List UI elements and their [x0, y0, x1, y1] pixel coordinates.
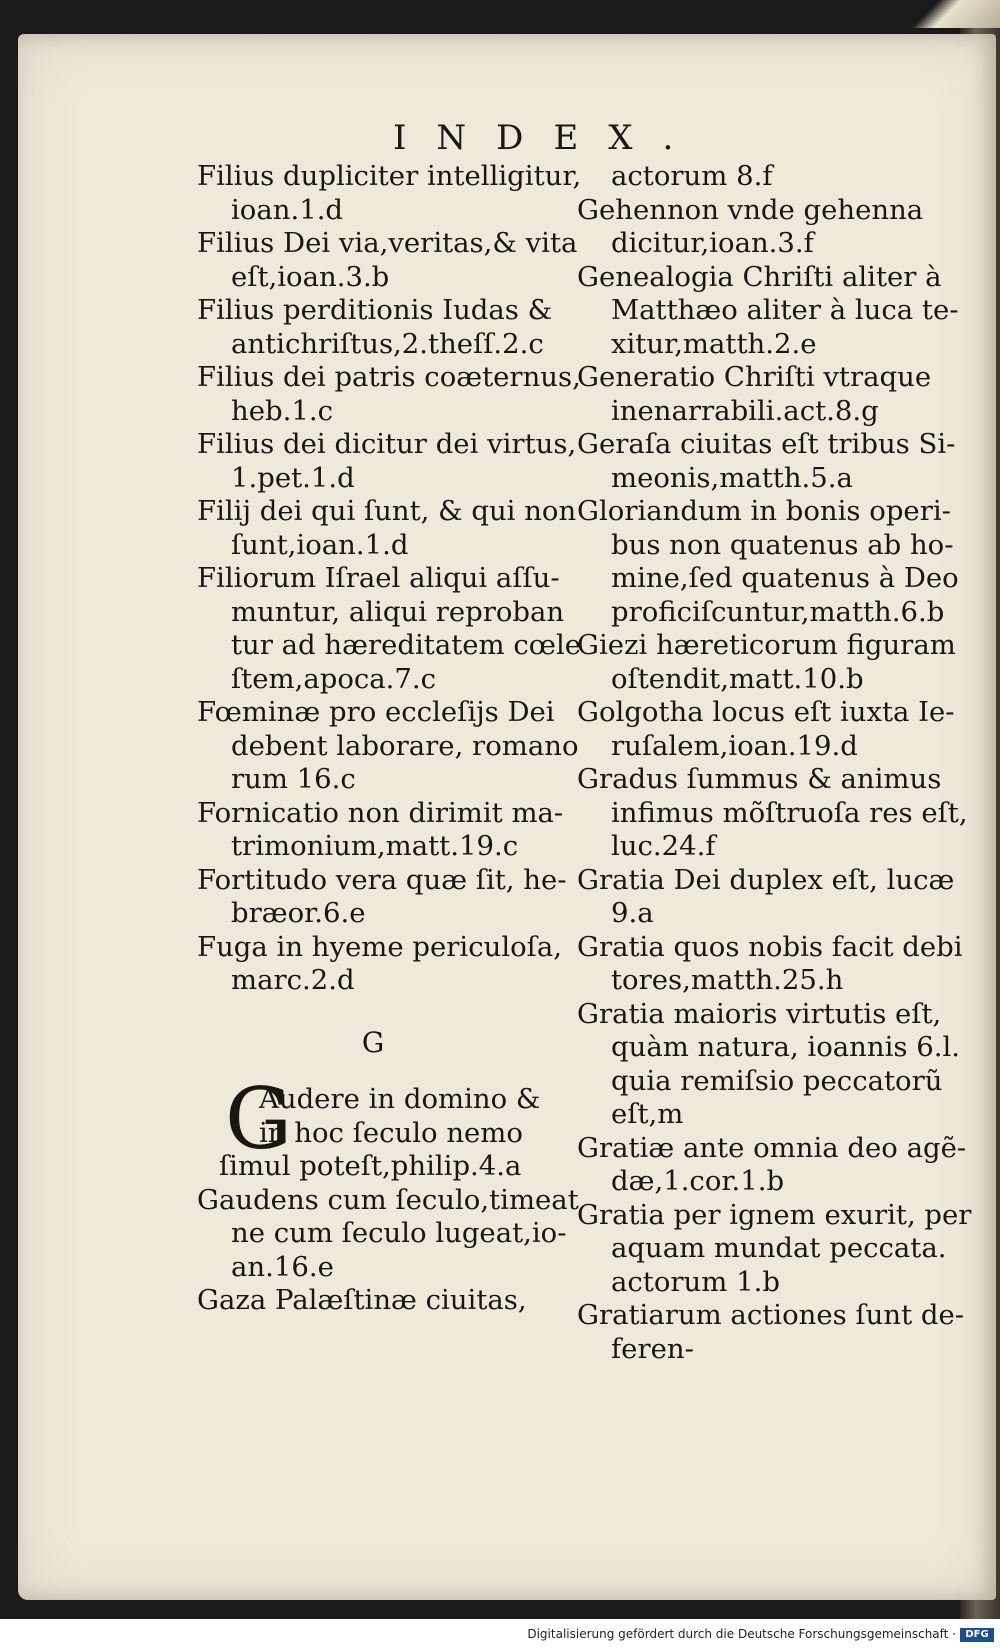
entry-heading: Gratia maioris virtutis eſt, — [577, 997, 942, 1030]
entry-continuation: marc.2.d — [231, 964, 355, 996]
index-entry — [577, 194, 967, 261]
index-entry — [197, 227, 578, 294]
dfg-logo: DFG — [960, 1628, 994, 1642]
entry-heading: Giezi hæreticorum figuram — [577, 629, 956, 661]
entry-continuation: mine,ſed quatenus à Deo — [611, 562, 959, 594]
index-entry — [197, 562, 582, 696]
entry-continuation: luc.24.f — [611, 830, 716, 862]
index-entry — [577, 495, 967, 629]
entry-continuation: bræor.6.e — [231, 897, 366, 929]
entry-heading: Gloriandum in bonis operi- — [577, 495, 951, 527]
entry-heading: Filij dei qui ſunt, & qui non — [197, 495, 577, 527]
entry-line: in hoc ſeculo nemo — [259, 1116, 523, 1149]
entry-heading: Gratia quos nobis facit debi — [577, 930, 963, 963]
entry-continuation: inenarrabili.act.8.g — [611, 394, 879, 427]
entry-heading: Gratiæ ante omnia deo agẽ- — [577, 1131, 967, 1164]
entry-heading: Filius Dei via,veritas,& vita — [197, 227, 578, 259]
entry-heading: Filius dupliciter intelligitur, — [197, 160, 582, 192]
entry-heading: Gratia Dei duplex eſt, lucæ — [577, 863, 955, 896]
entry-continuation: ruſalem,ioan.19.d — [611, 729, 858, 762]
index-entry — [197, 864, 567, 931]
entry-continuation: muntur, aliqui reproban — [231, 595, 565, 628]
entry-heading: Gratia per ignem exurit, per — [577, 1198, 972, 1231]
index-entry — [197, 160, 582, 227]
entry-continuation: aquam mundat peccata. — [611, 1232, 947, 1264]
entry-heading: Filius perditionis Iudas & — [197, 294, 553, 326]
footer-credit: Digitalisierung gefördert durch die Deutsche Forschungsgemeinschaft · — [527, 1627, 956, 1641]
index-entry — [577, 1299, 967, 1366]
index-entry — [197, 1183, 579, 1285]
entry-continuation: ne cum ſeculo lugeat,io- — [231, 1217, 567, 1249]
entry-heading: Fortitudo vera quæ ſit, he- — [197, 863, 567, 896]
index-entry — [197, 1284, 567, 1318]
index-entry — [577, 361, 967, 428]
entry-continuation: feren- — [611, 1332, 694, 1365]
entry-heading: Gaudens cum ſeculo,timeat — [197, 1183, 579, 1216]
index-entry — [577, 931, 967, 998]
page-corner-scrap — [880, 0, 1000, 28]
entry-continuation: tores,matth.25.h — [611, 964, 844, 996]
entry-continuation: meonis,matth.5.a — [611, 461, 853, 494]
entry-heading: Geraſa ciuitas eſt tribus Si- — [577, 428, 956, 460]
entry-heading: Fuga in hyeme periculoſa, — [197, 930, 562, 963]
entry-heading: Golgotha locus eſt iuxta Ie- — [577, 696, 955, 728]
drop-cap: G — [225, 1070, 293, 1168]
index-entry — [577, 160, 967, 194]
running-head: INDEX. — [393, 118, 704, 158]
index-entry — [197, 797, 567, 864]
entry-continuation: eſt,m — [611, 1098, 684, 1130]
index-entry — [577, 428, 967, 495]
entry-line: ſimul poteſt,philip.4.a — [219, 1150, 522, 1182]
index-entry — [197, 696, 579, 797]
entry-continuation: dæ,1.cor.1.b — [611, 1165, 785, 1197]
entry-heading: Filius dei dicitur dei virtus, — [197, 428, 577, 460]
index-column-left — [197, 160, 582, 1318]
entry-continuation: an.16.e — [231, 1250, 334, 1283]
entry-continuation: antichriſtus,2.theſſ.2.c — [231, 327, 544, 360]
index-column-right — [577, 160, 972, 1366]
entry-continuation: ſunt,ioan.1.d — [231, 528, 409, 561]
entry-continuation: actorum 1.b — [611, 1265, 780, 1298]
index-entry — [577, 763, 967, 864]
index-entry — [577, 864, 967, 931]
entry-heading: Fornicatio non dirimit ma- — [197, 796, 564, 829]
index-entry — [577, 696, 967, 763]
entry-heading: Gehennon vnde gehenna — [577, 193, 924, 226]
index-entry — [197, 495, 577, 562]
entry-continuation: tur ad hæreditatem cœle — [231, 629, 582, 661]
entry-continuation: quàm natura, ioannis 6.l. — [611, 1031, 961, 1063]
entry-heading: Fœminæ pro eccleſijs Dei — [197, 696, 555, 728]
entry-continuation: 9.a — [611, 897, 654, 929]
entry-heading: Gradus ſummus & animus — [577, 763, 942, 795]
index-entry — [577, 1132, 967, 1199]
entry-continuation: Matthæo aliter à luca te- — [611, 294, 959, 326]
entry-continuation: eſt,ioan.3.b — [231, 260, 390, 293]
index-entry — [577, 1198, 972, 1300]
entry-heading: actorum 8.f — [611, 160, 773, 192]
entry-heading: Gaza Palæſtinæ ciuitas, — [197, 1284, 527, 1316]
section-letter: G — [361, 1025, 385, 1059]
index-entry — [197, 294, 567, 361]
entry-continuation: proficiſcuntur,matth.6.b — [611, 595, 945, 628]
index-entry — [197, 428, 577, 495]
entry-continuation: heb.1.c — [231, 394, 333, 427]
index-entry — [577, 998, 967, 1132]
entry-continuation: quia remiſsio peccatorũ — [611, 1064, 943, 1097]
entry-continuation: 1.pet.1.d — [231, 461, 355, 494]
entry-continuation: xitur,matth.2.e — [611, 327, 817, 360]
entry-heading: Generatio Chriſti vtraque — [577, 361, 932, 393]
entry-continuation: rum 16.c — [231, 763, 356, 795]
index-entry — [577, 629, 967, 696]
index-entry — [197, 931, 567, 998]
entry-line: Audere in domino & — [259, 1083, 541, 1115]
entry-continuation: oſtendit,matt.10.b — [611, 662, 864, 695]
entry-continuation: ioan.1.d — [231, 193, 344, 226]
entry-heading: Filiorum Iſrael aliqui aſſu- — [197, 562, 560, 594]
entry-continuation: bus non quatenus ab ho- — [611, 528, 954, 561]
entry-heading: Gratiarum actiones ſunt de- — [577, 1299, 965, 1331]
entry-continuation: ſtem,apoca.7.c — [231, 662, 437, 695]
entry-continuation: infimus mõſtruoſa res eſt, — [611, 796, 968, 829]
entry-continuation: dicitur,ioan.3.f — [611, 227, 814, 259]
index-entry — [197, 361, 581, 428]
entry-heading: Genealogia Chriſti aliter à — [577, 260, 942, 293]
entry-heading: Filius dei patris coæternus, — [197, 361, 581, 393]
entry-continuation: debent laborare, romano — [231, 729, 579, 762]
drop-cap-entry — [197, 1070, 567, 1184]
digitization-footer — [0, 1619, 1000, 1649]
index-entry — [577, 261, 967, 362]
entry-continuation: trimonium,matt.19.c — [231, 830, 519, 862]
